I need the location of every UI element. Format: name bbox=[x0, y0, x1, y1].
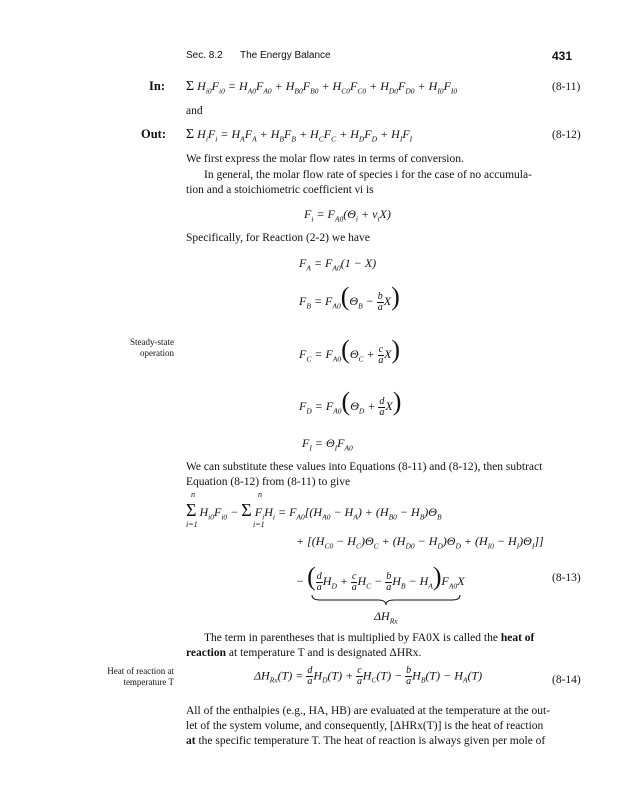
equation-number-8-11: (8-11) bbox=[552, 81, 581, 93]
paragraph-molar-flow: We first express the molar flow rates in terms of conversion. bbox=[186, 153, 464, 165]
sum-upper-limit-1: n bbox=[191, 490, 195, 499]
underbrace bbox=[310, 593, 462, 607]
out-label: Out: bbox=[141, 127, 166, 141]
equation-fc: $F_C = F_{A0}(\Theta_C$ + $\frac{c}{a}$ X) bbox=[299, 335, 401, 366]
and-text: and bbox=[186, 105, 203, 117]
equation-fa: $F_A = F_{A0}(1 - X)$ bbox=[299, 256, 377, 273]
sum-lower-limit-1: i=1 bbox=[186, 520, 198, 529]
underbrace-label: $\Delta H_{Rx}$ bbox=[374, 609, 398, 626]
paragraph-heat-of-reaction-line2: reaction at temperature T and is designated ΔHRx. bbox=[186, 647, 422, 659]
margin-note-steady-state: Steady-state operation bbox=[130, 337, 174, 358]
equation-number-8-14: (8-14) bbox=[552, 674, 581, 686]
equation-fb: $F_B = F_{A0}(\Theta_B$ − $\frac{b}{a}$ X) bbox=[299, 282, 400, 313]
equation-number-8-13: (8-13) bbox=[552, 572, 581, 584]
paragraph-general-line2: tion and a stoichiometric coefficient νi is bbox=[186, 184, 374, 196]
equation-fi: $F_I = \Theta_IF_{A0}$ bbox=[302, 436, 353, 453]
paragraph-heat-of-reaction-line1: The term in parentheses that is multiplied by FA0X is called the heat of bbox=[204, 632, 535, 644]
big-equation-line3: − ( $\frac{d}{a}$ $H_D$ + $\frac{c}{a}$ $H_C$ − $\frac{b}{a}$ $H_B - H_A)F_{A0}X$ bbox=[296, 562, 465, 593]
paragraph-substitute-line1: We can substitute these values into Equations (8-11) and (8-12), then subtract bbox=[186, 461, 543, 473]
in-equation: Σ $H_{i0}F_{i0} = H_{A0}F_{A0} + H_{B0}F_{B0} + H_{C0}F_{C0} + H_{D0}F_{D0} + H_{I0}F_{I0}$ bbox=[186, 79, 458, 96]
general-flow-equation: $F_i = F_{A0}(\Theta_i + \nu_iX)$ bbox=[304, 207, 391, 224]
sum-lower-limit-2: i=1 bbox=[253, 520, 265, 529]
out-equation: Σ $H_iF_i = H_AF_A + H_BF_B + H_CF_C + H_DF_D + H_IF_I$ bbox=[186, 127, 413, 144]
paragraph-substitute-line2: Equation (8-12) from (8-11) to give bbox=[186, 476, 351, 488]
margin-note-heat-of-reaction: Heat of reaction at temperature T bbox=[107, 666, 174, 687]
sum-upper-limit-2: n bbox=[258, 490, 262, 499]
page-number: 431 bbox=[552, 49, 573, 63]
in-label: In: bbox=[149, 79, 165, 93]
equation-number-8-12: (8-12) bbox=[552, 129, 581, 141]
paragraph-enthalpies-line3: at the specific temperature T. The heat of reaction is always given per mole of bbox=[186, 735, 546, 747]
big-equation-line1: Σ $H_{i0}F_{i0} - \Sigma$ $F_iH_i = F_{A0}[(H_{A0} - H_A) + (H_{B0} - H_B)\Theta_B$ bbox=[186, 500, 442, 522]
big-equation-line2: + $[(H_{C0} - H_C)\Theta_C + (H_{D0} - H_D)\Theta_D + (H_{I0} - H_I)\Theta_I]$] bbox=[296, 534, 544, 551]
running-header-title: The Energy Balance bbox=[240, 50, 331, 61]
heat-of-reaction-equation: $\Delta H_{Rx}(T)$ = $\frac{d}{a}$ $H_D(T)$ + $\frac{c}{a}$ $H_C(T)$ − $\frac{b}{a}$ $H_B(T) - H_A(T)$ bbox=[254, 665, 483, 687]
paragraph-reaction-2-2: Specifically, for Reaction (2-2) we have bbox=[186, 232, 370, 244]
running-header-section: Sec. 8.2 bbox=[186, 50, 223, 61]
paragraph-enthalpies-line2: let of the system volume, and consequently, [ΔHRx(T)] is the heat of reaction bbox=[186, 720, 544, 732]
paragraph-general-line1: In general, the molar flow rate of species i for the case of no accumula- bbox=[204, 169, 532, 181]
paragraph-enthalpies-line1: All of the enthalpies (e.g., HA, HB) are evaluated at the temperature at the out- bbox=[186, 705, 551, 717]
equation-fd: $F_D = F_{A0}(\Theta_D$ + $\frac{d}{a}$ X) bbox=[299, 387, 402, 418]
